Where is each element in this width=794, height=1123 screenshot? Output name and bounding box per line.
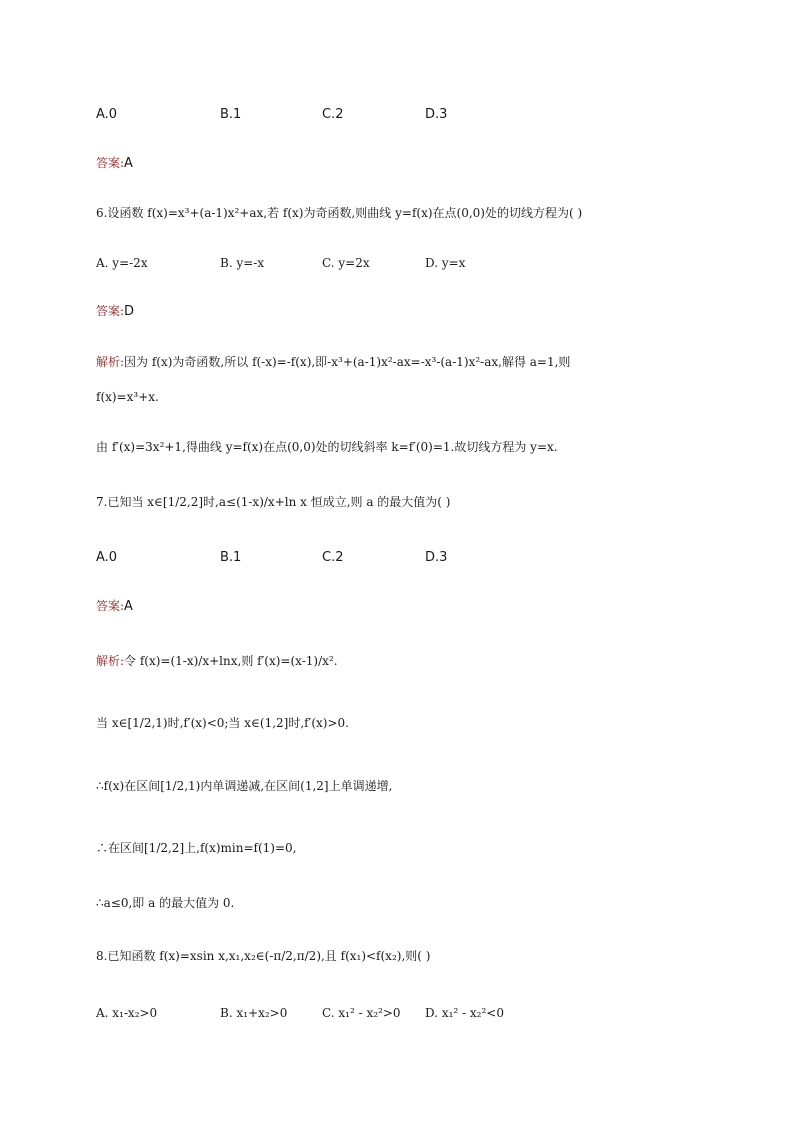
q8-option-d: D. x₁² - x₂²<0 [425,1006,504,1020]
q7-answer-value: A [124,599,133,614]
q5-option-b: B.1 [220,107,242,122]
q8-option-a: A. x₁-x₂>0 [96,1006,158,1020]
q8-option-c: C. x₁² - x₂²>0 [322,1006,401,1020]
q6-option-c: C. y=2x [322,256,370,270]
q5-answer-value: A [124,156,133,171]
q6-stem: 6.设函数 f(x)=x³+(a-1)x²+ax,若 f(x)为奇函数,则曲线 y=f(x)在点(0,0)处的切线方程为( ) [96,206,583,220]
q8-options [96,1005,696,1021]
q7-explanation-line-1 [96,653,338,669]
q7-option-b: B.1 [220,550,242,565]
q7-explanation-label: 解析: [96,654,125,668]
q8-option-b: B. x₁+x₂>0 [220,1006,288,1020]
q6-option-a: A. y=-2x [96,256,148,270]
q6-explanation-label: 解析: [96,355,125,369]
q7-option-a: A.0 [96,550,118,565]
q6-answer-value: D [124,304,135,319]
q5-option-d: D.3 [425,107,448,122]
q6-options [96,255,696,271]
q6-explanation-line-1 [96,354,570,370]
q5-answer-label: 答案: [96,156,125,170]
q6-option-d: D. y=x [425,256,466,270]
q7-answer-label: 答案: [96,599,125,613]
q6-option-b: B. y=-x [220,256,265,270]
q7-explanation-line-4: ∴在区间[1/2,2]上,f(x)min=f(1)=0, [96,841,297,855]
q6-explanation-text-1: 因为 f(x)为奇函数,所以 f(-x)=-f(x),即-x³+(a-1)x²-ax=-x³-(a-1)x²-ax,解得 a=1,则 [124,355,571,369]
q7-explanation-line-3: ∴f(x)在区间[1/2,1)内单调递减,在区间(1,2]上单调递增, [96,779,393,793]
q7-explanation-text-1: 令 f(x)=(1-x)/x+lnx,则 f′(x)=(x-1)/x². [124,654,338,668]
q7-option-d: D.3 [425,550,448,565]
q5-option-c: C.2 [322,107,344,122]
q7-explanation-line-2: 当 x∈[1/2,1)时,f′(x)<0;当 x∈(1,2]时,f′(x)>0. [96,716,349,730]
q6-answer-label: 答案: [96,304,125,318]
q6-explanation-line-3: 由 f′(x)=3x²+1,得曲线 y=f(x)在点(0,0)处的切线斜率 k=f′(0)=1.故切线方程为 y=x. [96,440,558,454]
q6-explanation-line-2: f(x)=x³+x. [96,390,159,404]
q7-answer [96,598,133,615]
q7-option-c: C.2 [322,550,344,565]
q7-stem: 7.已知当 x∈[1/2,2]时,a≤(1-x)/x+ln x 恒成立,则 a 的最大值为( ) [96,495,451,509]
q7-explanation-line-5: ∴a≤0,即 a 的最大值为 0. [96,896,235,910]
q6-answer [96,303,134,320]
q8-stem: 8.已知函数 f(x)=xsin x,x₁,x₂∈(-π/2,π/2),且 f(x₁)<f(x₂),则( ) [96,949,431,963]
q5-options [96,107,696,123]
q5-option-a: A.0 [96,107,118,122]
q7-options [96,550,696,566]
q5-answer [96,155,133,172]
